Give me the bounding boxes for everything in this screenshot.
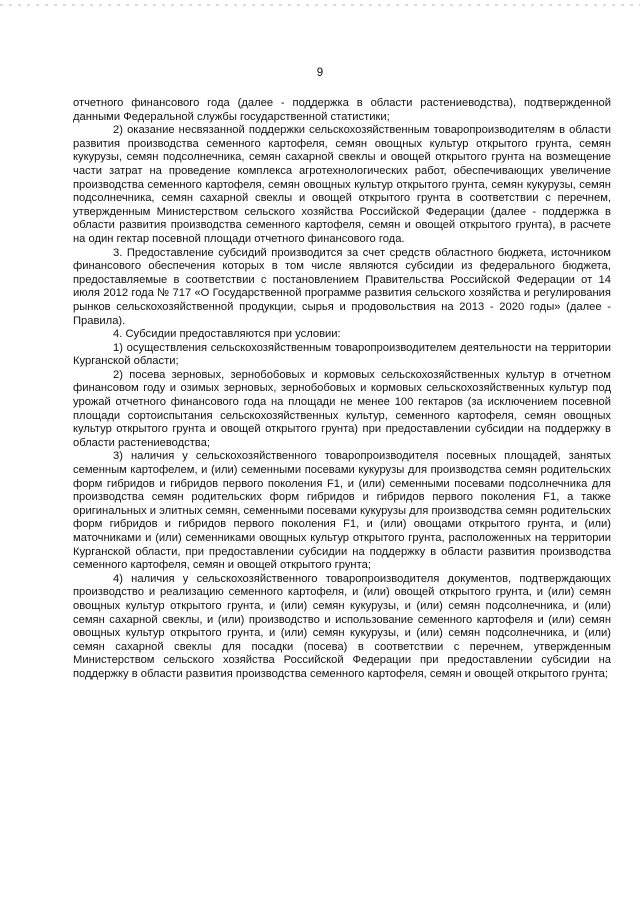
paragraph-section-3: 3. Предоставление субсидий производится за счет средств областного бюджета, источником финансового обеспечения которых в том числе являются субсидии из федерального бюджета, предоставляемые в соответствии с постановлением Правительства Российской Федерации от 14 июля 2012 года № 717 «О Государственной программе развития сельского хозяйства и регулирования рынков сельскохозяйственной продукции, сырья и продовольствия на 2013 - 2020 годы» (далее - Правила). [73,246,611,327]
paragraph-item-2: 2) оказание несвязанной поддержки сельскохозяйственным товаропроизводителям в области развития производства семенного картофеля, семян овощных культур открытого грунта, семян кукурузы, семян подсолнечника, семян сахарной свеклы и овощей открытого грунта на возмещение части затрат на проведение комплекса агротехнологических работ, обеспечивающих увеличение производства семенного картофеля, семян овощных культур открытого грунта, семян кукурузы, семян подсолнечника, семян сахарной свеклы и овощей открытого грунта в соответствии с перечнем, утвержденным Министерством сельского хозяйства Российской Федерации (далее - поддержка в области развития производства семенного картофеля, семян и овощей открытого грунта), в расчете на один гектар посевной площади отчетного финансового года. [73,124,611,245]
paragraph-condition-1: 1) осуществления сельскохозяйственным товаропроизводителем деятельности на территории Курганской области; [73,341,611,368]
paragraph-condition-4: 4) наличия у сельскохозяйственного товаропроизводителя документов, подтверждающих производство и реализацию семенного картофеля, и (или) овощей открытого грунта, и (или) семян овощных культур открытого грунта, и (или) семян кукурузы, и (или) семян подсолнечника, и (или) семян сахарной свеклы, и (или) производство и использование семенного картофеля и (или) семян овощных культур открытого грунта, и (или) семян кукурузы, и (или) семян подсолнечника, и (или) семян сахарной свеклы для посадки (посева) в соответствии с перечнем, утвержденным Министерством сельского хозяйства Российской Федерации при предоставлении субсидии на поддержку в области развития производства семенного картофеля, семян и овощей открытого грунта; [73,572,611,680]
paragraph-continuation: отчетного финансового года (далее - поддержка в области растениеводства), подтвержденной данными Федеральной службы государственной статистики; [73,97,611,123]
page-number: 9 [316,67,324,79]
paragraph-section-4: 4. Субсидии предоставляются при условии: [113,328,341,341]
document-body [73,97,611,682]
paragraph-condition-3: 3) наличия у сельскохозяйственного товаропроизводителя посевных площадей, занятых семенным картофелем, и (или) семенными посевами кукурузы для производства семян родительских форм гибридов и гибридов первого поколения F1, и (или) семенными посевами подсолнечника для производства семян родительских форм гибридов и гибридов первого поколения F1, а также оригинальных и элитных семян, семенными посевами кукурузы для производства семян родительских форм гибридов и гибридов первого поколения F1, и (или) овощами открытого грунта, и (или) маточниками и (или) семенниками овощных культур открытого грунта, расположенных на территории Курганской области, при предоставлении субсидии на поддержку в области развития производства семенного картофеля, семян и овощей открытого грунта; [73,450,611,572]
scan-edge-noise [0,4,640,6]
paragraph-condition-2: 2) посева зерновых, зернобобовых и кормовых сельскохозяйственных культур в отчетном финансовом году и озимых зерновых, зернобобовых и кормовых сельскохозяйственных культур под урожай отчетного финансового года на площади не менее 100 гектаров (за исключением посевной площади сортоиспытания сельскохозяйственных культур, семенного картофеля, семян овощных культур открытого грунта и овощей открытого грунта) при предоставлении субсидии на поддержку в области растениеводства; [73,368,611,449]
